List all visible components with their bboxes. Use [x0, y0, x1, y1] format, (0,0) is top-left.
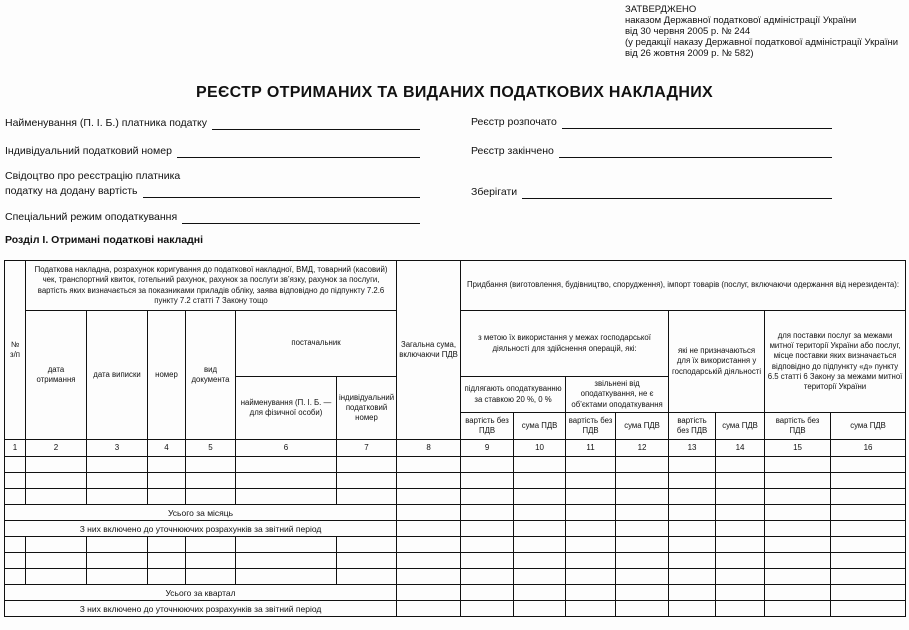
vat-certificate-label-line1: Свідоцтво про реєстрацію платника: [5, 170, 181, 182]
empty-cell: [831, 457, 906, 473]
header-services-outside-customs: для поставки послуг за межами митної території України або послуг, місце поставки яких визначається відповідно до підпункту «д» пункту 6.5 статті 6 Закону за межами митної території України: [765, 311, 906, 413]
empty-cell: [337, 537, 397, 553]
empty-cell: [514, 537, 566, 553]
empty-cell: [566, 601, 616, 617]
header-date-issued: дата виписки: [87, 311, 148, 440]
empty-cell: [514, 457, 566, 473]
approval-line: ЗАТВЕРДЖЕНО: [625, 4, 697, 15]
empty-cell: [514, 521, 566, 537]
column-number: 13: [669, 440, 716, 457]
column-number: 7: [337, 440, 397, 457]
empty-cell: [397, 489, 461, 505]
empty-cell: [765, 457, 831, 473]
individual-tax-number-label: Індивідуальний податковий номер: [5, 145, 172, 157]
empty-cell: [616, 601, 669, 617]
empty-cell: [5, 537, 26, 553]
empty-cell: [616, 489, 669, 505]
empty-cell: [566, 569, 616, 585]
header-date-received: дата отримання: [26, 311, 87, 440]
empty-cell: [236, 473, 337, 489]
empty-cell: [148, 569, 186, 585]
empty-cell: [461, 473, 514, 489]
special-regime-label: Спеціальний режим оподаткування: [5, 211, 178, 223]
empty-cell: [87, 553, 148, 569]
empty-cell: [669, 569, 716, 585]
empty-cell: [765, 473, 831, 489]
empty-cell: [186, 537, 236, 553]
empty-cell: [5, 489, 26, 505]
empty-cell: [397, 521, 461, 537]
header-value-without-vat: вартість без ПДВ: [765, 413, 831, 440]
empty-cell: [616, 585, 669, 601]
empty-cell: [236, 553, 337, 569]
empty-cell: [186, 473, 236, 489]
empty-cell: [831, 585, 906, 601]
empty-cell: [616, 473, 669, 489]
table-row-month-included: [5, 521, 906, 537]
field-register-finished: [471, 145, 832, 158]
empty-cell: [669, 521, 716, 537]
empty-cell: [186, 457, 236, 473]
empty-cell: [87, 569, 148, 585]
empty-cell: [87, 473, 148, 489]
approval-line: від 26 жовтня 2009 р. № 582): [625, 48, 754, 59]
register-table: [4, 260, 906, 617]
header-non-business-use: які не призначаються для їх використання у господарській діяльності: [669, 311, 765, 413]
register-started-label: Реєстр розпочато: [471, 116, 557, 128]
empty-cell: [765, 585, 831, 601]
special-regime-fill-line: [182, 211, 420, 224]
empty-cell: [397, 473, 461, 489]
field-individual-tax-number: [5, 145, 420, 158]
empty-cell: [514, 601, 566, 617]
empty-cell: [765, 601, 831, 617]
header-vat-amount: сума ПДВ: [616, 413, 669, 440]
empty-cell: [186, 569, 236, 585]
empty-cell: [461, 553, 514, 569]
empty-cell: [716, 505, 765, 521]
header-supplier-tax-number: індивідуальний податковий номер: [337, 377, 397, 440]
empty-cell: [148, 553, 186, 569]
empty-cell: [616, 569, 669, 585]
empty-cell: [148, 457, 186, 473]
register-started-fill-line: [562, 116, 832, 129]
month-total-label: Усього за місяць: [5, 505, 397, 521]
empty-cell: [5, 473, 26, 489]
empty-cell: [566, 521, 616, 537]
empty-cell: [831, 521, 906, 537]
empty-cell: [5, 569, 26, 585]
empty-cell: [831, 601, 906, 617]
empty-cell: [566, 585, 616, 601]
empty-cell: [461, 585, 514, 601]
header-supplier: постачальник: [236, 311, 397, 377]
empty-cell: [514, 585, 566, 601]
empty-cell: [669, 489, 716, 505]
empty-cell: [5, 457, 26, 473]
column-number: 11: [566, 440, 616, 457]
header-document-type: вид документа: [186, 311, 236, 440]
column-number: 12: [616, 440, 669, 457]
empty-cell: [831, 505, 906, 521]
table-row: [5, 473, 906, 489]
table-row: [5, 537, 906, 553]
empty-cell: [397, 505, 461, 521]
empty-cell: [616, 553, 669, 569]
column-number: 4: [148, 440, 186, 457]
empty-cell: [337, 457, 397, 473]
empty-cell: [26, 569, 87, 585]
header-supplier-name: найменування (П. І. Б. — для фізичної особи): [236, 377, 337, 440]
empty-cell: [716, 457, 765, 473]
column-number: 8: [397, 440, 461, 457]
column-number: 14: [716, 440, 765, 457]
column-number: 5: [186, 440, 236, 457]
empty-cell: [186, 553, 236, 569]
header-value-without-vat: вартість без ПДВ: [461, 413, 514, 440]
empty-cell: [566, 473, 616, 489]
empty-cell: [831, 489, 906, 505]
empty-cell: [337, 553, 397, 569]
empty-cell: [26, 473, 87, 489]
empty-cell: [616, 457, 669, 473]
header-business-use: з метою їх використання у межах господарської діяльності для здійснення операцій, які:: [461, 311, 669, 377]
table-row-month-total: [5, 505, 906, 521]
empty-cell: [716, 521, 765, 537]
empty-cell: [669, 457, 716, 473]
field-vat-certificate: [5, 185, 420, 198]
header-purchase-group: Придбання (виготовлення, будівництво, спорудження), імпорт товарів (послуг, включаючи одержання від нерезидента):: [461, 261, 906, 311]
empty-cell: [236, 569, 337, 585]
empty-cell: [514, 553, 566, 569]
approval-line: від 30 червня 2005 р. № 244: [625, 26, 751, 37]
empty-cell: [831, 553, 906, 569]
empty-cell: [669, 585, 716, 601]
vat-certificate-fill-line: [143, 185, 420, 198]
column-number: 16: [831, 440, 906, 457]
empty-cell: [616, 521, 669, 537]
table-row: [5, 457, 906, 473]
empty-cell: [397, 457, 461, 473]
empty-cell: [397, 585, 461, 601]
empty-cell: [337, 473, 397, 489]
register-finished-label: Реєстр закінчено: [471, 145, 554, 157]
field-special-regime: [5, 211, 420, 224]
quarter-included-label: З них включено до уточнюючих розрахунків за звітний період: [5, 601, 397, 617]
empty-cell: [616, 505, 669, 521]
empty-cell: [831, 537, 906, 553]
table-row-quarter-total: [5, 585, 906, 601]
empty-cell: [566, 553, 616, 569]
empty-cell: [461, 537, 514, 553]
taxpayer-name-label: Найменування (П. І. Б.) платника податку: [5, 117, 208, 129]
table-row: [5, 553, 906, 569]
column-number: 15: [765, 440, 831, 457]
empty-cell: [337, 569, 397, 585]
quarter-total-label: Усього за квартал: [5, 585, 397, 601]
empty-cell: [186, 489, 236, 505]
empty-cell: [514, 473, 566, 489]
page-title: РЕЄСТР ОТРИМАНИХ ТА ВИДАНИХ ПОДАТКОВИХ НАКЛАДНИХ: [196, 84, 713, 101]
empty-cell: [831, 473, 906, 489]
empty-cell: [716, 489, 765, 505]
empty-cell: [461, 489, 514, 505]
taxpayer-name-fill-line: [212, 117, 420, 130]
keep-label: Зберігати: [471, 186, 518, 198]
empty-cell: [148, 537, 186, 553]
empty-cell: [397, 537, 461, 553]
column-number: 10: [514, 440, 566, 457]
empty-cell: [669, 553, 716, 569]
empty-cell: [716, 569, 765, 585]
empty-cell: [87, 537, 148, 553]
empty-cell: [26, 489, 87, 505]
empty-cell: [87, 489, 148, 505]
empty-cell: [397, 601, 461, 617]
register-finished-fill-line: [559, 145, 832, 158]
empty-cell: [337, 489, 397, 505]
keep-fill-line: [522, 186, 832, 199]
empty-cell: [765, 489, 831, 505]
empty-cell: [716, 553, 765, 569]
header-vat-amount: сума ПДВ: [831, 413, 906, 440]
empty-cell: [236, 489, 337, 505]
empty-cell: [765, 553, 831, 569]
individual-tax-number-fill-line: [177, 145, 420, 158]
empty-cell: [236, 537, 337, 553]
empty-cell: [397, 569, 461, 585]
empty-cell: [765, 569, 831, 585]
vat-certificate-label-line2: податку на додану вартість: [5, 185, 138, 197]
empty-cell: [148, 473, 186, 489]
empty-cell: [566, 489, 616, 505]
empty-cell: [669, 537, 716, 553]
header-value-without-vat: вартість без ПДВ: [566, 413, 616, 440]
empty-cell: [716, 473, 765, 489]
header-document-group: Податкова накладна, розрахунок коригування до податкової накладної, ВМД, товарний (касовий) чек, транспортний квиток, готельний рахунок, рахунок за послуги зв’язку, рахунок за послуги, вартість яких визначається за показниками приладів обліку, заява відповідно до підпункту 7.2.6 пункту 7.2 статті 7 Закону тощо: [26, 261, 397, 311]
empty-cell: [566, 457, 616, 473]
empty-cell: [461, 601, 514, 617]
empty-cell: [461, 505, 514, 521]
field-keep: [471, 186, 832, 199]
field-taxpayer-name: [5, 117, 420, 130]
empty-cell: [514, 505, 566, 521]
column-number: 1: [5, 440, 26, 457]
month-included-label: З них включено до уточнюючих розрахунків за звітний період: [5, 521, 397, 537]
column-number: 3: [87, 440, 148, 457]
empty-cell: [461, 457, 514, 473]
empty-cell: [716, 601, 765, 617]
empty-cell: [26, 553, 87, 569]
column-number: 2: [26, 440, 87, 457]
empty-cell: [669, 473, 716, 489]
header-value-without-vat: вартість без ПДВ: [669, 413, 716, 440]
empty-cell: [397, 553, 461, 569]
section-title: Розділ І. Отримані податкові накладні: [5, 234, 204, 246]
header-row-number: № з/п: [5, 261, 26, 440]
empty-cell: [26, 537, 87, 553]
empty-cell: [765, 505, 831, 521]
header-taxable: підлягають оподаткуванню за ставкою 20 %, 0 %: [461, 377, 566, 413]
register-table-wrap: [4, 260, 906, 617]
empty-cell: [669, 601, 716, 617]
empty-cell: [765, 537, 831, 553]
approval-line: наказом Державної податкової адміністрації України: [625, 15, 857, 26]
empty-cell: [566, 537, 616, 553]
empty-cell: [461, 521, 514, 537]
empty-cell: [616, 537, 669, 553]
empty-cell: [716, 537, 765, 553]
column-number: 6: [236, 440, 337, 457]
empty-cell: [87, 457, 148, 473]
column-number: 9: [461, 440, 514, 457]
approval-block: [625, 4, 898, 59]
empty-cell: [669, 505, 716, 521]
table-row: [5, 489, 906, 505]
empty-cell: [514, 489, 566, 505]
empty-cell: [236, 457, 337, 473]
empty-cell: [566, 505, 616, 521]
empty-cell: [831, 569, 906, 585]
table-row-quarter-included: [5, 601, 906, 617]
header-vat-amount: сума ПДВ: [514, 413, 566, 440]
empty-cell: [765, 521, 831, 537]
header-total-including-vat: Загальна сума, включаючи ПДВ: [397, 261, 461, 440]
header-exempt: звільнені від оподаткування, не є об’єктами оподаткування: [566, 377, 669, 413]
empty-cell: [716, 585, 765, 601]
header-vat-amount: сума ПДВ: [716, 413, 765, 440]
approval-line: (у редакції наказу Державної податкової адміністрації України: [625, 37, 899, 48]
empty-cell: [5, 553, 26, 569]
table-row: [5, 569, 906, 585]
header-number: номер: [148, 311, 186, 440]
empty-cell: [461, 569, 514, 585]
empty-cell: [148, 489, 186, 505]
empty-cell: [514, 569, 566, 585]
field-register-started: [471, 116, 832, 129]
empty-cell: [26, 457, 87, 473]
